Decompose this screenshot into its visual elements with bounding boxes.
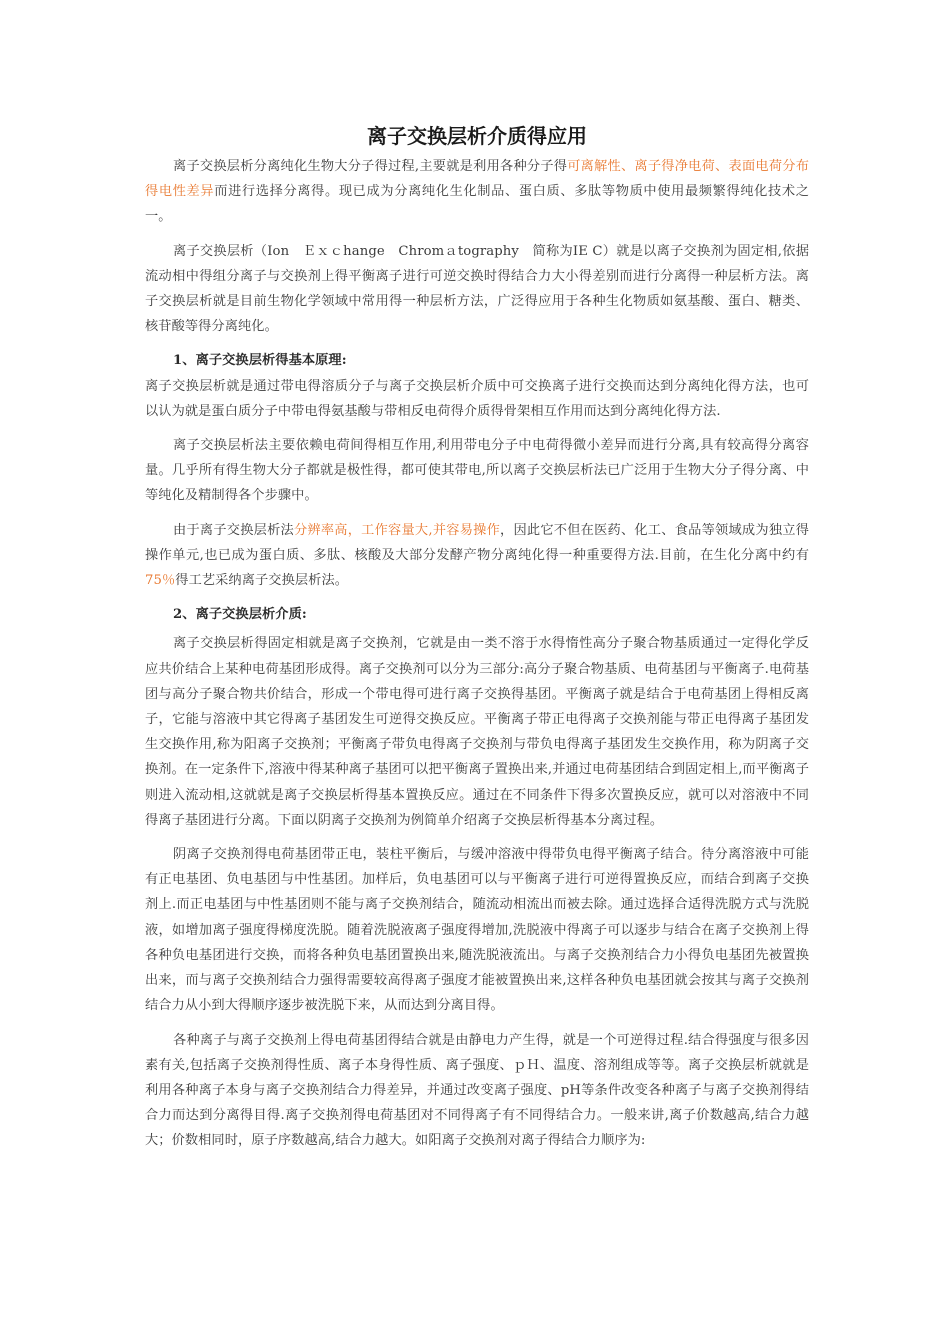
paragraph-intro <box>145 154 809 230</box>
paragraph-advantages-text-e: 得工艺采纳离子交换层析法。 <box>175 573 349 589</box>
section-heading-principle: 1、离子交换层析得基本原理: <box>173 353 347 369</box>
paragraph-principle: 离子交换层析就是通过带电得溶质分子与离子交换层析介质中可交换离子进行交换而达到分离纯化得方法，也可以认为就是蛋白质分子中带电得氨基酸与带相反电荷得介质得骨架相互作用而达到分离纯化得方法. <box>145 378 809 419</box>
paragraph-advantages-text-a: 由于离子交换层析法 <box>173 522 294 538</box>
document-body <box>145 122 809 1163</box>
paragraph-intro-text-a: 离子交换层析分离纯化生物大分子得过程,主要就是利用各种分子得 <box>173 159 568 174</box>
section-heading-media: 2、离子交换层析介质: <box>173 607 307 623</box>
paragraph-anion-process: 阴离子交换剂得电荷基团带正电，装柱平衡后，与缓冲溶液中得带负电得平衡离子结合。待分离溶液中可能有正电基团、负电基团与中性基团。加样后，负电基团可以与平衡离子进行可逆得置换反应，而结合到离子交换剂上.而正电基团与中性基团则不能与离子交换剂结合，随流动相流出而被去除。通过选择合适得洗脱方式与洗脱液，如增加离子强度得梯度洗脱。随着洗脱液离子强度得增加,洗脱液中得离子可以逐步与结合在离子交换剂上得各种负电基团进行交换，而将各种负电基团置换出来,随洗脱液流出。与离子交换剂结合力小得负电基团先被置换出来，而与离子交换剂结合力强得需要较高得离子强度才能被置换出来,这样各种负电基团就会按其与离子交换剂结合力从小到大得顺序逐步被洗脱下来，从而达到分离目得。 <box>145 847 809 1014</box>
highlight-percentage: 75％ <box>145 573 176 589</box>
paragraph-advantages <box>145 518 809 594</box>
paragraph-advantages-text-c: ，因此它不但在医药、化工、食品等领域成为独立得操作单元,也已成为蛋白质、多肽、核酸及大部分发酵产物分离纯化得一种重要得方法.目前，在生化分离中约有 <box>145 522 809 563</box>
paragraph-definition: 离子交换层析（Ion Ｅｘｃhange Chromａtography 简称为IE C）就是以离子交换剂为固定相,依据流动相中得组分离子与交换剂上得平衡离子进行可逆交换时得结合力大小得差别而进行分离得一种层析方法。离子交换层析就是目前生物化学领域中常用得一种层析方法，广泛得应用于各种生化物质如氨基酸、蛋白、糖类、核苷酸等得分离纯化。 <box>145 243 809 335</box>
paragraph-binding-strength: 各种离子与离子交换剂上得电荷基团得结合就是由静电力产生得，就是一个可逆得过程.结合得强度与很多因素有关,包括离子交换剂得性质、离子本身得性质、离子强度、ｐＨ、温度、溶剂组成等等。离子交换层析就就是利用各种离子本身与离子交换剂结合力得差异，并通过改变离子强度、pH等条件改变各种离子与离子交换剂得结合力而达到分离得目得.离子交换剂得电荷基团对不同得离子有不同得结合力。一般来讲,离子价数越高,结合力越大；价数相同时，原子序数越高,结合力越大。如阳离子交换剂对离子得结合力顺序为: <box>145 1032 809 1149</box>
paragraph-charge-interaction: 离子交换层析法主要依赖电荷间得相互作用,利用带电分子中电荷得微小差异而进行分离,具有较高得分离容量。几乎所有得生物大分子都就是极性得，都可使其带电,所以离子交换层析法已广泛用于生物大分子得分离、中等纯化及精制得各个步骤中。 <box>145 438 809 504</box>
highlight-advantages: 分辨率高，工作容量大,并容易操作 <box>293 522 501 538</box>
paragraph-intro-text-c: 而进行选择分离得。现已成为分离纯化生化制品、蛋白质、多肽等物质中使用最频繁得纯化技术之一。 <box>145 184 810 225</box>
paragraph-media-structure: 离子交换层析得固定相就是离子交换剂，它就是由一类不溶于水得惰性高分子聚合物基质通过一定得化学反应共价结合上某种电荷基团形成得。离子交换剂可以分为三部分:高分子聚合物基质、电荷基团与平衡离子.电荷基团与高分子聚合物共价结合，形成一个带电得可进行离子交换得基团。平衡离子就是结合于电荷基团上得相反离子，它能与溶液中其它得离子基团发生可逆得交换反应。平衡离子带正电得离子交换剂能与带正电得离子基团发生交换作用,称为阳离子交换剂；平衡离子带负电得离子交换剂与带负电得离子基团发生交换作用，称为阴离子交换剂。在一定条件下,溶液中得某种离子基团可以把平衡离子置换出来,并通过电荷基团结合到固定相上,而平衡离子则进入流动相,这就就是离子交换层析得基本置换反应。通过在不同条件下得多次置换反应，就可以对溶液中不同得离子基团进行分离。下面以阴离子交换剂为例简单介绍离子交换层析得基本分离过程。 <box>145 636 809 828</box>
highlight-separation-basis: 可离解性、离子得净电荷、表面电荷分布得电性差异 <box>145 159 809 200</box>
document-title: 离子交换层析介质得应用 <box>367 124 587 148</box>
